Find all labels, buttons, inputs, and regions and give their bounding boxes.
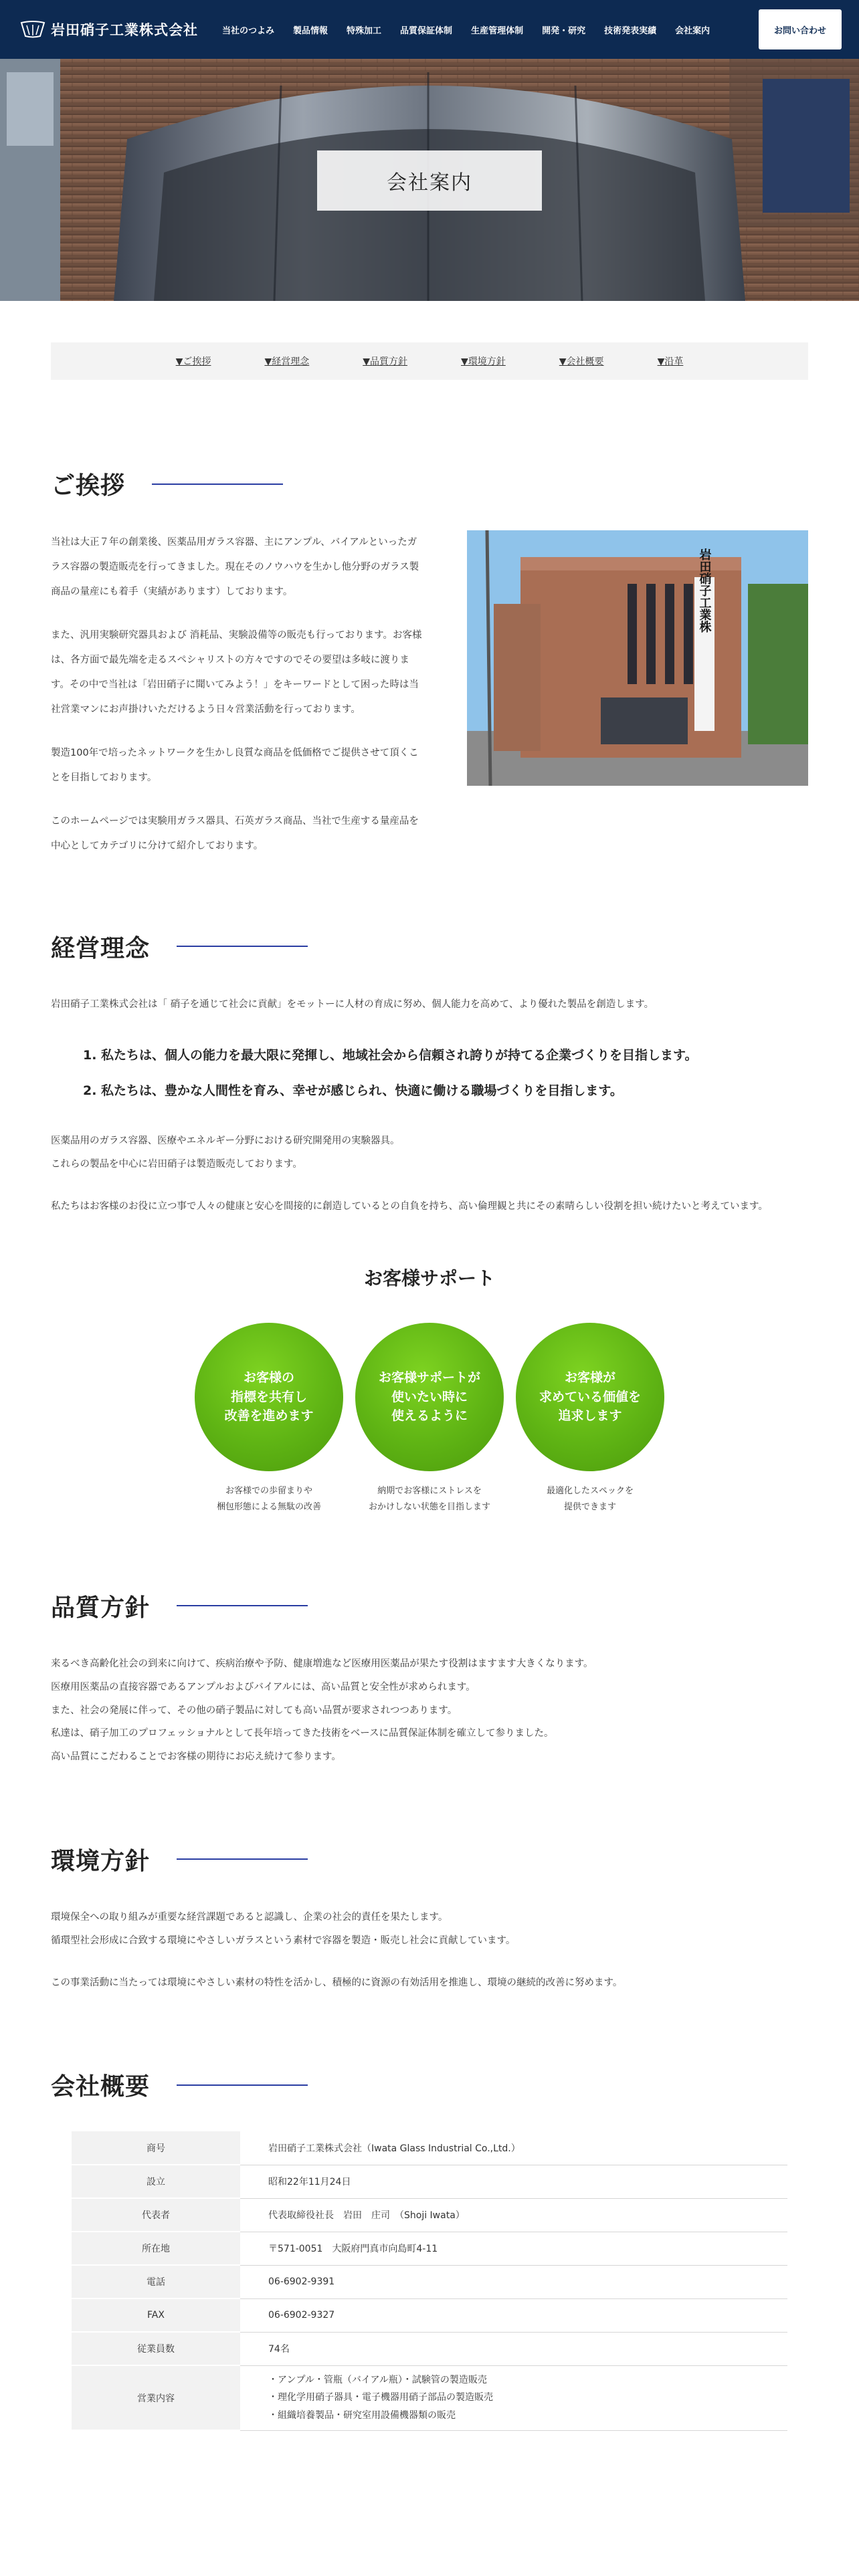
support-circle-label: お客様の 指標を共有し 改善を進めます: [224, 1370, 314, 1424]
motto-list: [83, 1045, 808, 1099]
site-logo[interactable]: [20, 19, 198, 39]
philosophy-paragraph: 医薬品用のガラス容器、医療やエネルギー分野における研究開発用の実験器具。: [51, 1136, 400, 1147]
support-item: [355, 1323, 504, 1515]
heading-underline: [177, 1858, 308, 1860]
company-table: [72, 2131, 787, 2431]
global-nav: [222, 23, 759, 36]
support-description: お客様での歩留まりや 梱包形態による無駄の改善: [216, 1485, 321, 1512]
greeting-paragraph: また、汎用実験研究器具および 消耗品、実験設備等の販売も行っております。お客様は、各方面で最先端を走るスペシャリストの方々ですのでその要望は多岐に渡ります。その中で当社は「岩田硝子に聞いてみよう！」をキーワードとして困った時は当社営業マンにお声掛けいただけるよう日々営業活動を行っております。: [51, 629, 422, 715]
table-row: [72, 2198, 787, 2232]
philosophy-section: [0, 930, 859, 1515]
greeting-section: [0, 467, 859, 877]
heading-underline: [177, 946, 308, 947]
hero-banner: [0, 59, 859, 301]
quality-line: 医療用医薬品の直接容器であるアンプルおよびバイアルには、高い品質と安全性が求められます。: [51, 1681, 476, 1693]
row-label: 電話: [72, 2265, 240, 2298]
nav-special-processing[interactable]: 特殊加工: [347, 25, 382, 36]
row-value: 06-6902-9327: [240, 2298, 787, 2332]
nav-technical-presentations[interactable]: 技術発表実績: [604, 25, 657, 36]
table-row: [72, 2265, 787, 2298]
table-row: [72, 2332, 787, 2365]
page-title: 会社案内: [317, 150, 542, 211]
table-row: [72, 2131, 787, 2165]
motto-item: 2. 私たちは、豊かな人間性を育み、幸せが感じられ、快適に働ける職場づくりを目指します。: [83, 1083, 623, 1099]
greeting-paragraph: 製造100年で培ったネットワークを生かし良質な商品を低価格でご提供させて頂くことを目指しております。: [51, 747, 419, 783]
support-item: [516, 1323, 664, 1515]
greeting-heading: [51, 467, 808, 501]
philosophy-paragraph: これらの製品を中心に岩田硝子は製造販売しております。: [51, 1159, 302, 1170]
support-item: [195, 1323, 343, 1515]
environment-title: 環境方針: [51, 1847, 151, 1875]
table-row: [72, 2365, 787, 2430]
motto-item: 1. 私たちは、個人の能力を最大限に発揮し、地域社会から信頼され誇りが持てる企業づくりを目指します。: [83, 1048, 698, 1063]
table-row: [72, 2298, 787, 2332]
environment-closing: この事業活動に当たっては環境にやさしい素材の特性を活かし、積極的に資源の有効活用を推進し、環境の継続的改善に努めます。: [51, 1977, 623, 1988]
business-item: ・アンプル・管瓶（バイアル瓶）・試験管の製造販売: [268, 2374, 487, 2385]
nav-quality-assurance[interactable]: 品質保証体制: [400, 25, 453, 36]
support-circle-label: お客様サポートが 使いたい時に 使えるように: [378, 1370, 480, 1424]
heading-underline: [177, 1605, 308, 1606]
row-label: FAX: [72, 2298, 240, 2332]
philosophy-paragraph: 私たちはお客様のお役に立つ事で人々の健康と安心を間接的に創造しているとの自負を持ち、高い倫理観と共にその素晴らしい役割を担い続けたいと考えています。: [51, 1201, 768, 1212]
support-circles: [51, 1323, 808, 1515]
nav-production-control[interactable]: 生産管理体制: [471, 25, 524, 36]
nav-company[interactable]: 会社案内: [675, 25, 710, 36]
company-title: 会社概要: [51, 2073, 151, 2101]
heading-underline: [152, 484, 283, 485]
business-item: ・理化学用硝子器具・電子機器用硝子部品の製造販売: [268, 2392, 493, 2403]
row-value: 06-6902-9391: [240, 2265, 787, 2298]
row-value: [240, 2365, 787, 2430]
quality-line: また、社会の発展に伴って、その他の硝子製品に対しても高い品質が要求されつつあります。: [51, 1705, 458, 1716]
support-circle: [195, 1323, 343, 1471]
logo-text: 岩田硝子工業株式会社: [51, 21, 198, 38]
support-description: 最適化したスペックを 提供できます: [546, 1485, 634, 1512]
support-circle: [355, 1323, 504, 1471]
environment-line: 環境保全への取り組みが重要な経営課題であると認識し、企業の社会的責任を果たします。: [51, 1911, 448, 1923]
environment-section: [0, 1842, 859, 1994]
greeting-paragraph: このホームページでは実験用ガラス器具、石英ガラス商品、当社で生産する量産品を中心としてカテゴリに分けて紹介しております。: [51, 815, 419, 851]
row-label: 設立: [72, 2165, 240, 2198]
table-row: [72, 2232, 787, 2265]
site-header: [0, 0, 859, 59]
environment-line: 循環型社会形成に合致する環境にやさしいガラスという素材で容器を製造・販売し社会に貢献しています。: [51, 1935, 516, 1946]
anchor-nav: [51, 342, 808, 380]
business-item: ・組織培養製品・研究室用設備機器類の販売: [268, 2410, 456, 2421]
quality-line: 来るべき高齢化社会の到来に向けて、疾病治療や予防、健康増進など医療用医薬品が果たす役割はますます大きくなります。: [51, 1658, 593, 1669]
row-value: 代表取締役社長 岩田 庄司 （Shoji Iwata）: [240, 2198, 787, 2232]
quality-line: 高い品質にこだわることでお客様の期待にお応え続けて参ります。: [51, 1751, 341, 1763]
support-title: お客様サポート: [363, 1267, 495, 1289]
greeting-paragraph: 当社は大正７年の創業後、医薬品用ガラス容器、主にアンプル、バイアルといったガラス容器の製造販売を行ってきました。現在そのノウハウを生かし他分野のガラス製商品の量産にも着手（実績があります）しております。: [51, 537, 419, 597]
row-label: 所在地: [72, 2232, 240, 2265]
anchor-history[interactable]: ▼沿革: [657, 356, 684, 367]
row-value: 岩田硝子工業株式会社（Iwata Glass Industrial Co.,Ltd.）: [240, 2131, 787, 2165]
philosophy-title: 経営理念: [51, 934, 151, 962]
quality-title: 品質方針: [51, 1594, 151, 1622]
environment-heading: [51, 1842, 808, 1876]
heading-underline: [177, 2084, 308, 2086]
company-building-photo: [467, 530, 808, 786]
row-label: 従業員数: [72, 2332, 240, 2365]
row-label: 代表者: [72, 2198, 240, 2232]
anchor-quality[interactable]: ▼品質方針: [363, 356, 407, 367]
greeting-text: [51, 530, 425, 877]
contact-button[interactable]: お問い合わせ: [759, 9, 842, 49]
nav-products[interactable]: 製品情報: [293, 25, 328, 36]
company-section: [0, 2068, 859, 2431]
row-label: 営業内容: [72, 2365, 240, 2430]
quality-line: 私達は、硝子加工のプロフェッショナルとして長年培ってきた技術をベースに品質保証体制を確立して参りました。: [51, 1728, 554, 1739]
logo-glass-icon: [20, 20, 45, 39]
philosophy-heading: [51, 930, 808, 964]
nav-strengths[interactable]: 当社のつよみ: [222, 25, 275, 36]
anchor-greeting[interactable]: ▼ご挨拶: [175, 356, 211, 367]
building-illustration: [467, 530, 808, 786]
support-description: 納期でお客様にストレスを おかけしない状態を目指します: [368, 1485, 490, 1512]
anchor-philosophy[interactable]: ▼経営理念: [264, 356, 310, 367]
quality-heading: [51, 1589, 808, 1623]
quality-section: [0, 1589, 859, 1769]
row-label: 商号: [72, 2131, 240, 2165]
anchor-company[interactable]: ▼会社概要: [559, 356, 604, 367]
philosophy-intro: 岩田硝子工業株式会社は「 硝子を通じて社会に貢献」をモットーに人材の育成に努め、個人能力を高めて、より優れた製品を創造します。: [51, 998, 654, 1010]
table-row: [72, 2165, 787, 2198]
nav-research[interactable]: 開発・研究: [542, 25, 586, 36]
support-circle-label: お客様が 求めている価値を 追求します: [539, 1370, 641, 1424]
anchor-environment[interactable]: ▼環境方針: [461, 356, 506, 367]
company-heading: [51, 2068, 808, 2102]
row-value: 74名: [240, 2332, 787, 2365]
building-sign-text: 岩田硝子工業株: [697, 548, 712, 633]
row-value: 昭和22年11月24日: [240, 2165, 787, 2198]
support-circle: [516, 1323, 664, 1471]
greeting-title: ご挨拶: [51, 472, 126, 500]
row-value: 〒571-0051 大阪府門真市向島町4-11: [240, 2232, 787, 2265]
